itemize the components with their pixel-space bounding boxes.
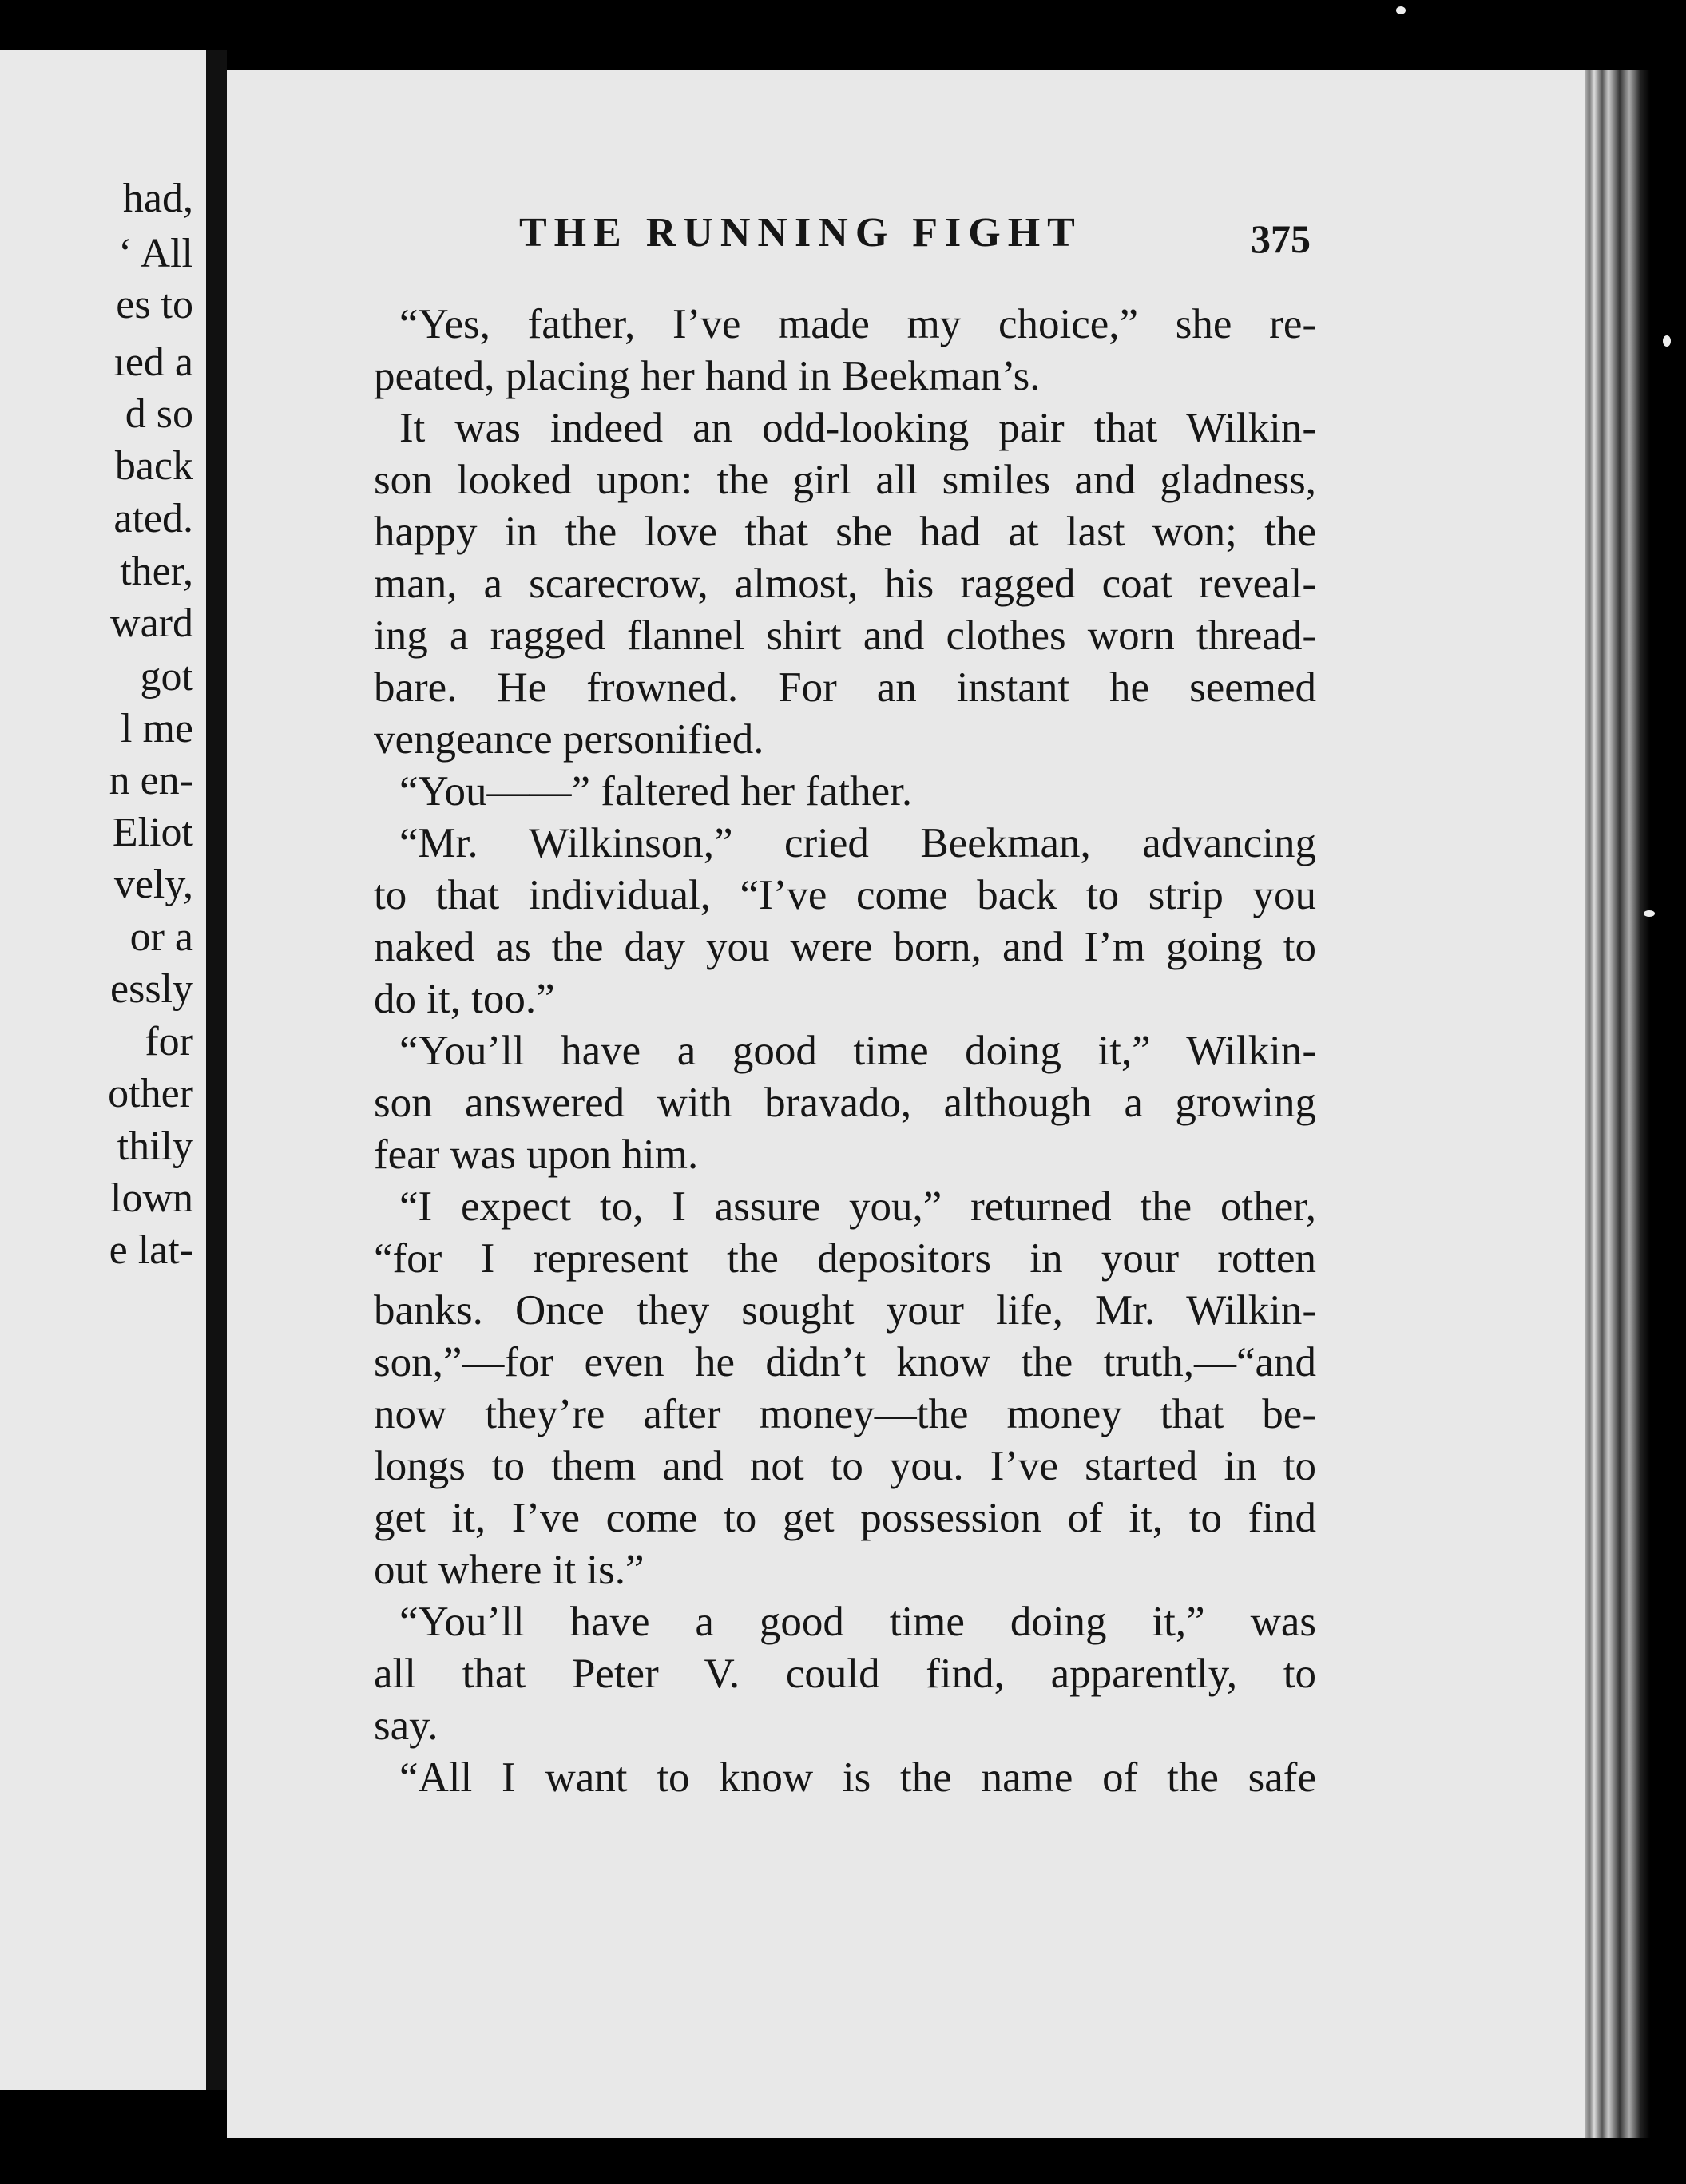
left-page-line: l me bbox=[121, 706, 193, 751]
left-page-line: thily bbox=[117, 1124, 193, 1169]
text-line: “Yes, father, I’ve made my choice,” she re- bbox=[399, 301, 1316, 347]
left-page-line: es to bbox=[116, 282, 193, 327]
text-line: son looked upon: the girl all smiles and gladness, bbox=[374, 457, 1316, 503]
text-line: now they’re after money—the money that be- bbox=[374, 1391, 1316, 1437]
text-line: fear was upon him. bbox=[374, 1132, 699, 1178]
left-page-line: other bbox=[108, 1071, 193, 1116]
text-line: get it, I’ve come to get possession of it, to find bbox=[374, 1495, 1316, 1541]
text-line: “You’ll have a good time doing it,” Wilkin- bbox=[399, 1028, 1316, 1074]
text-line: “You’ll have a good time doing it,” was bbox=[399, 1599, 1316, 1645]
text-line: say. bbox=[374, 1702, 438, 1749]
left-page-line: n en- bbox=[109, 758, 193, 803]
text-line: “You——” faltered her father. bbox=[399, 768, 913, 815]
text-line: naked as the day you were born, and I’m going to bbox=[374, 924, 1316, 970]
text-line: longs to them and not to you. I’ve started in to bbox=[374, 1443, 1316, 1489]
left-page-line: ıed a bbox=[113, 339, 193, 385]
body-text bbox=[374, 299, 1316, 1804]
left-page-line: d so bbox=[125, 391, 193, 437]
text-line: ing a ragged flannel shirt and clothes worn thread- bbox=[374, 612, 1316, 659]
text-line: bare. He frowned. For an instant he seemed bbox=[374, 664, 1316, 711]
left-page-line: got bbox=[140, 654, 193, 700]
left-page-line: or a bbox=[129, 914, 193, 960]
left-page-line: e lat- bbox=[109, 1227, 193, 1273]
left-page-line: had, bbox=[122, 176, 193, 221]
text-line: man, a scarecrow, almost, his ragged coat reveal- bbox=[374, 561, 1316, 607]
left-page-line: ‘ All bbox=[118, 231, 193, 276]
text-line: “Mr. Wilkinson,” cried Beekman, advancing bbox=[399, 820, 1316, 866]
left-page-line: Eliot bbox=[112, 810, 193, 855]
text-line: It was indeed an odd-looking pair that Wilkin- bbox=[399, 405, 1316, 451]
text-line: to that individual, “I’ve come back to strip you bbox=[374, 872, 1316, 918]
text-line: banks. Once they sought your life, Mr. Wilkin- bbox=[374, 1287, 1316, 1334]
text-line: out where it is.” bbox=[374, 1547, 645, 1593]
text-line: happy in the love that she had at last won; the bbox=[374, 509, 1316, 555]
text-line: “All I want to know is the name of the safe bbox=[399, 1754, 1316, 1801]
left-page-line: for bbox=[145, 1019, 193, 1064]
scan-speck bbox=[1663, 335, 1671, 347]
text-line: peated, placing her hand in Beekman’s. bbox=[374, 353, 1041, 399]
scan-speck bbox=[1396, 6, 1406, 14]
text-line: vengeance personified. bbox=[374, 716, 764, 763]
page-number: 375 bbox=[1251, 216, 1311, 261]
text-line: all that Peter V. could find, apparently, to bbox=[374, 1651, 1316, 1697]
text-line: son answered with bravado, although a growing bbox=[374, 1080, 1316, 1126]
page-edge-stack bbox=[1585, 70, 1650, 2138]
text-line: “I expect to, I assure you,” returned the other, bbox=[399, 1183, 1316, 1230]
text-line: “for I represent the depositors in your rotten bbox=[374, 1235, 1316, 1282]
left-page-line: ated. bbox=[113, 496, 193, 541]
left-page-line: essly bbox=[110, 966, 193, 1012]
left-page-line: lown bbox=[110, 1175, 193, 1221]
text-line: son,”—for even he didn’t know the truth,—“and bbox=[374, 1339, 1316, 1385]
scan-speck bbox=[1644, 910, 1655, 917]
left-page-line: back bbox=[114, 443, 193, 489]
running-head: THE RUNNING FIGHT bbox=[519, 210, 1082, 256]
left-page-line: ward bbox=[110, 601, 193, 646]
left-page-line: vely, bbox=[113, 862, 193, 907]
text-line: do it, too.” bbox=[374, 976, 555, 1022]
book-gutter bbox=[206, 50, 227, 2090]
left-page-line: ther, bbox=[120, 549, 193, 594]
left-page-fragment bbox=[0, 50, 206, 2090]
